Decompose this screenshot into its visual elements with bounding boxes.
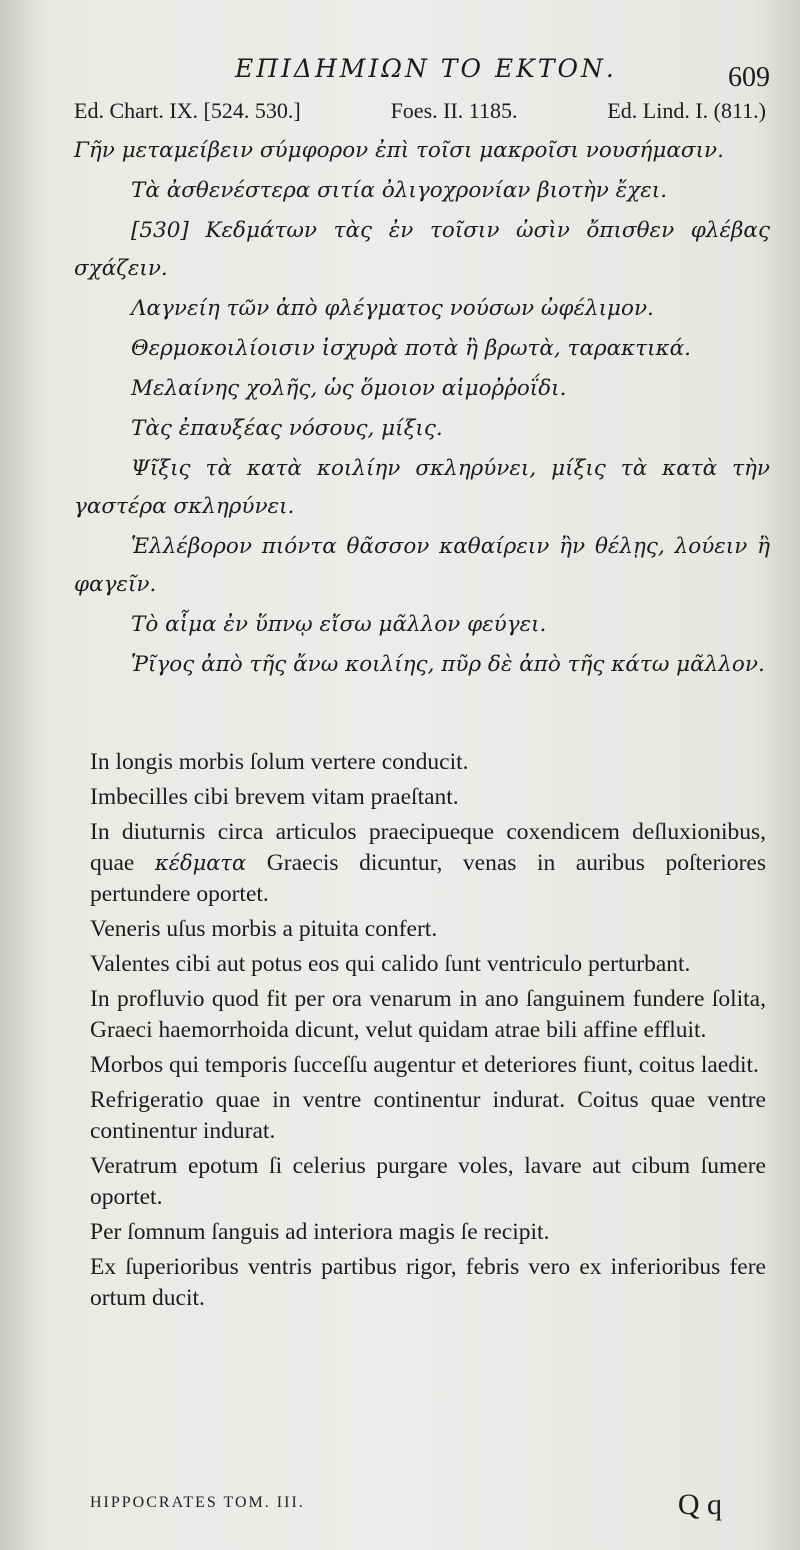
ref-chartier: Ed. Chart. IX. [524. 530.] <box>74 98 301 123</box>
page-number: 609 <box>728 62 770 93</box>
greek-text-block <box>74 132 770 686</box>
page-footer <box>90 1488 766 1528</box>
latin-paragraph: Morbos qui temporis ſucceſſu augentur et deteriores fiunt, coitus laedit. <box>90 1052 759 1078</box>
latin-paragraph: Ex ſuperioribus ventris partibus rigor, febris vero ex inferioribus fere ortum ducit. <box>90 1254 766 1311</box>
volume-signature: HIPPOCRATES TOM. III. <box>90 1494 305 1511</box>
greek-paragraph: Ῥῖγος ἀπὸ τῆς ἄνω κοιλίης, πῦρ δὲ ἀπὸ τῆς κάτω μᾶλλον. <box>131 652 765 677</box>
greek-paragraph: Ψῖξις τὰ κατὰ κοιλίην σκληρύνει, μίξις τὰ κατὰ τὴν γαστέρα σκληρύνει. <box>74 456 770 519</box>
latin-paragraph: In profluvio quod fit per ora venarum in ano ſanguinem fundere ſolita, Graeci haemorrhoida dicunt, velut quidam atrae bili affine effluit. <box>90 986 766 1043</box>
running-head <box>90 48 770 92</box>
latin-paragraph <box>90 817 766 910</box>
latin-text: Graecis dicuntur, venas in auribus poſteriores pertundere oportet. <box>90 850 766 907</box>
greek-paragraph: Τὰς ἐπαυξέας νόσους, μίξις. <box>131 416 443 441</box>
latin-text: In diuturnis circa articulos praecipueque coxendicem deſluxionibus, quae <box>90 819 766 876</box>
edition-references <box>74 98 766 124</box>
ref-linden: Ed. Lind. I. (811.) <box>607 98 766 123</box>
ref-foesius: Foes. II. 1185. <box>390 98 518 123</box>
gathering-mark: Q q <box>677 1488 722 1521</box>
latin-paragraph: Veratrum epotum ſi celerius purgare voles, lavare aut cibum ſumere oportet. <box>90 1153 766 1210</box>
latin-text-block <box>90 747 766 1318</box>
greek-paragraph: Θερμοκοιλίοισιν ἰσχυρὰ ποτὰ ἢ βρωτὰ, ταρακτικά. <box>131 336 691 361</box>
latin-paragraph: Valentes cibi aut potus eos qui calido ſunt ventriculo perturbant. <box>90 951 691 977</box>
latin-paragraph: In longis morbis ſolum vertere conducit. <box>90 749 469 775</box>
greek-term: κέδματα <box>154 851 247 875</box>
latin-paragraph: Per ſomnum ſanguis ad interiora magis ſe recipit. <box>90 1219 550 1245</box>
greek-paragraph: [530] Κεδμάτων τὰς ἐν τοῖσιν ὠσὶν ὄπισθεν φλέβας σχάζειν. <box>74 218 770 281</box>
greek-paragraph: Λαγνείη τῶν ἀπὸ φλέγματος νούσων ὠφέλιμον. <box>131 296 654 321</box>
greek-paragraph: Ἑλλέβορον πιόντα θᾶσσον καθαίρειν ἢν θέλῃς, λούειν ἢ φαγεῖν. <box>74 534 770 597</box>
greek-paragraph: Μελαίνης χολῆς, ὡς ὅμοιον αἱμοῤῥοΐδι. <box>131 376 567 401</box>
greek-paragraph: Τὸ αἷμα ἐν ὕπνῳ εἴσω μᾶλλον φεύγει. <box>131 612 547 637</box>
latin-paragraph: Refrigeratio quae in ventre continentur indurat. Coitus quae ventre continentur indurat. <box>90 1087 766 1144</box>
running-title: ΕΠΙΔΗΜΙΩΝ ΤΟ ΕΚΤΟΝ. <box>235 54 617 83</box>
latin-paragraph: Veneris uſus morbis a pituita confert. <box>90 916 438 942</box>
greek-paragraph: Γῆν μεταμείβειν σύμφορον ἐπὶ τοῖσι μακροῖσι νουσήμασιν. <box>74 138 724 163</box>
greek-paragraph: Τὰ ἀσθενέστερα σιτία ὀλιγοχρονίαν βιοτὴν ἔχει. <box>131 178 668 203</box>
latin-paragraph: Imbecilles cibi brevem vitam praeſtant. <box>90 784 459 810</box>
